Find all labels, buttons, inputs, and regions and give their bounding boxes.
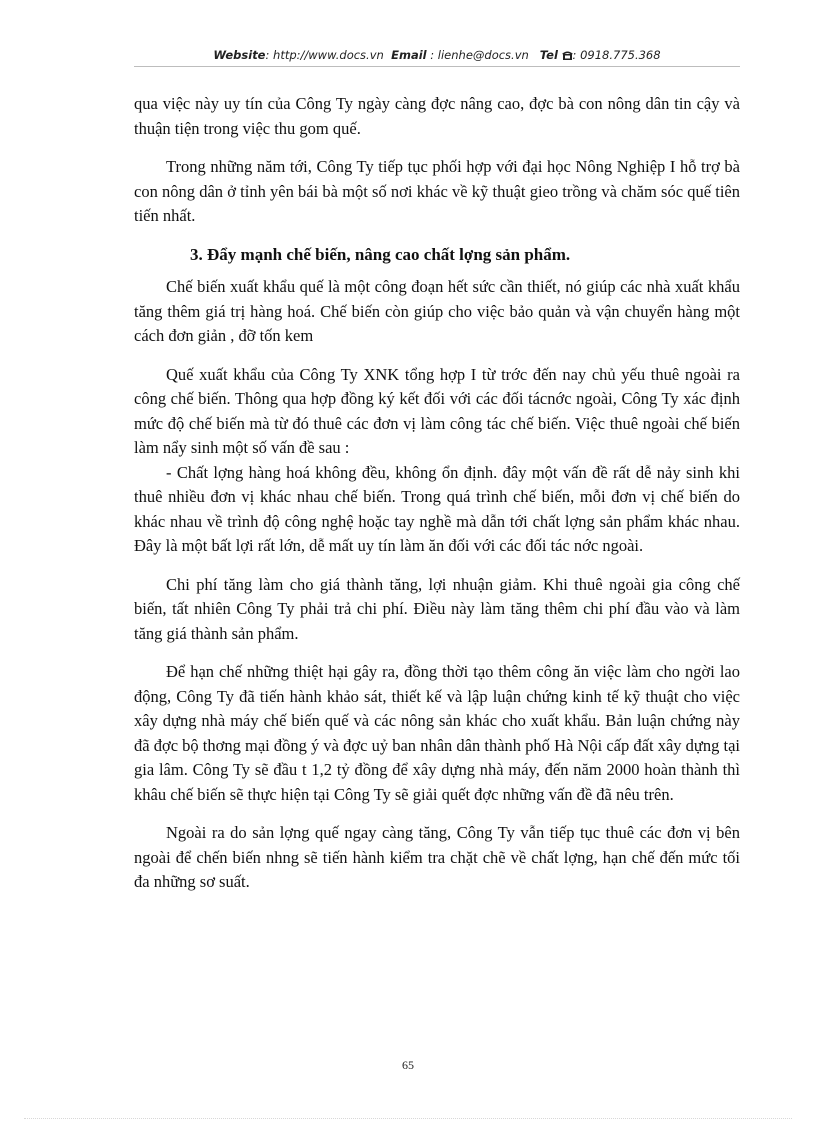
paragraph: Để hạn chế những thiệt hại gây ra, đồng thời tạo thêm công ăn việc làm cho ngời lao động, Công Ty đã tiến hành khảo sát, thiết kế và lập luận chứng kinh tế kỹ thuật cho việc xây dựng nhà máy chế biến quế và các nông sản khác cho xuất khẩu. Bản luận chứng này đã đợc bộ thơng mại đồng ý và đợc uỷ ban nhân dân thành phố Hà Nội cấp đất xây dựng tại gia lâm. Công Ty sẽ đầu t 1,2 tỷ đồng để xây dựng nhà máy, đến năm 2000 hoàn thành thì khâu chế biến sẽ thực hiện tại Công Ty sẽ giải quết đợc những vấn đề đã nêu trên. — [134, 662, 740, 804]
tel-number: : 0918.775.368 — [572, 48, 661, 62]
page-header — [134, 48, 740, 67]
phone-icon — [562, 48, 573, 62]
page-number: 65 — [402, 1058, 414, 1072]
document-body — [134, 92, 740, 909]
website-url: : http://www.docs.vn — [265, 48, 384, 62]
paragraph: Chế biến xuất khẩu quế là một công đoạn hết sức cần thiết, nó giúp các nhà xuất khẩu tăng thêm giá trị hàng hoá. Chế biến còn giúp cho việc bảo quản và vận chuyển hàng một cách đơn giản , đỡ tốn kem — [134, 277, 740, 345]
paragraph: qua việc này uy tín của Công Ty ngày càng đợc nâng cao, đợc bà con nông dân tin cậy và thuận tiện trong việc thu gom quế. — [134, 94, 740, 138]
tel-label: Tel — [539, 48, 558, 62]
paragraph: Quế xuất khẩu của Công Ty XNK tổng hợp I từ trớc đến nay chủ yếu thuê ngoài ra công chế biến. Thông qua hợp đồng ký kết đối với các đối tácnớc ngoài, Công Ty xác định mức độ chế biến mà từ đó thuê các đơn vị làm công tác chế biến. Việc thuê ngoài chế biến làm nẩy sinh một số vấn đề sau : — [134, 364, 740, 457]
paragraph: Chi phí tăng làm cho giá thành tăng, lợi nhuận giảm. Khi thuê ngoài gia công chế biến, tất nhiên Công Ty phải trả chi phí. Điều này làm tăng thêm chi phí đầu vào và làm tăng giá thành sản phẩm. — [134, 574, 740, 643]
paragraph: Trong những năm tới, Công Ty tiếp tục phối hợp với đại học Nông Nghiệp I hỗ trợ bà con nông dân ở tỉnh yên bái bà một số nơi khác về kỹ thuật gieo trồng và chăm sóc quế tiên tiến nhất. — [134, 157, 740, 225]
paragraph: - Chất lợng hàng hoá không đều, không ổn định. đây một vấn đề rất dễ nảy sinh khi thuê nhiều đơn vị khác nhau chế biến. Trong quá trình chế biến, mỗi đơn vị chế biến do khác nhau về trình độ công nghệ hoặc tay nghề mà dẫn tới chất lợng sản phẩm khác nhau. Đây là một bất lợi rất lớn, dễ mất uy tín làm ăn đối với các đối tác nớc ngoài. — [134, 462, 740, 555]
section-heading: 3. Đẩy mạnh chế biến, nâng cao chất lợng sản phẩm. — [190, 244, 571, 264]
email-address: : lienhe@docs.vn — [430, 48, 529, 62]
paragraph: Ngoài ra do sản lợng quế ngay càng tăng, Công Ty vẫn tiếp tục thuê các đơn vị bên ngoài để chến biến nhng sẽ tiến hành kiểm tra chặt chẽ về chất lợng, hạn chế đến mức tối đa những sơ suất. — [134, 823, 740, 891]
email-label: Email — [391, 48, 427, 62]
footer-divider — [24, 1118, 792, 1119]
website-label: Website — [213, 48, 266, 62]
